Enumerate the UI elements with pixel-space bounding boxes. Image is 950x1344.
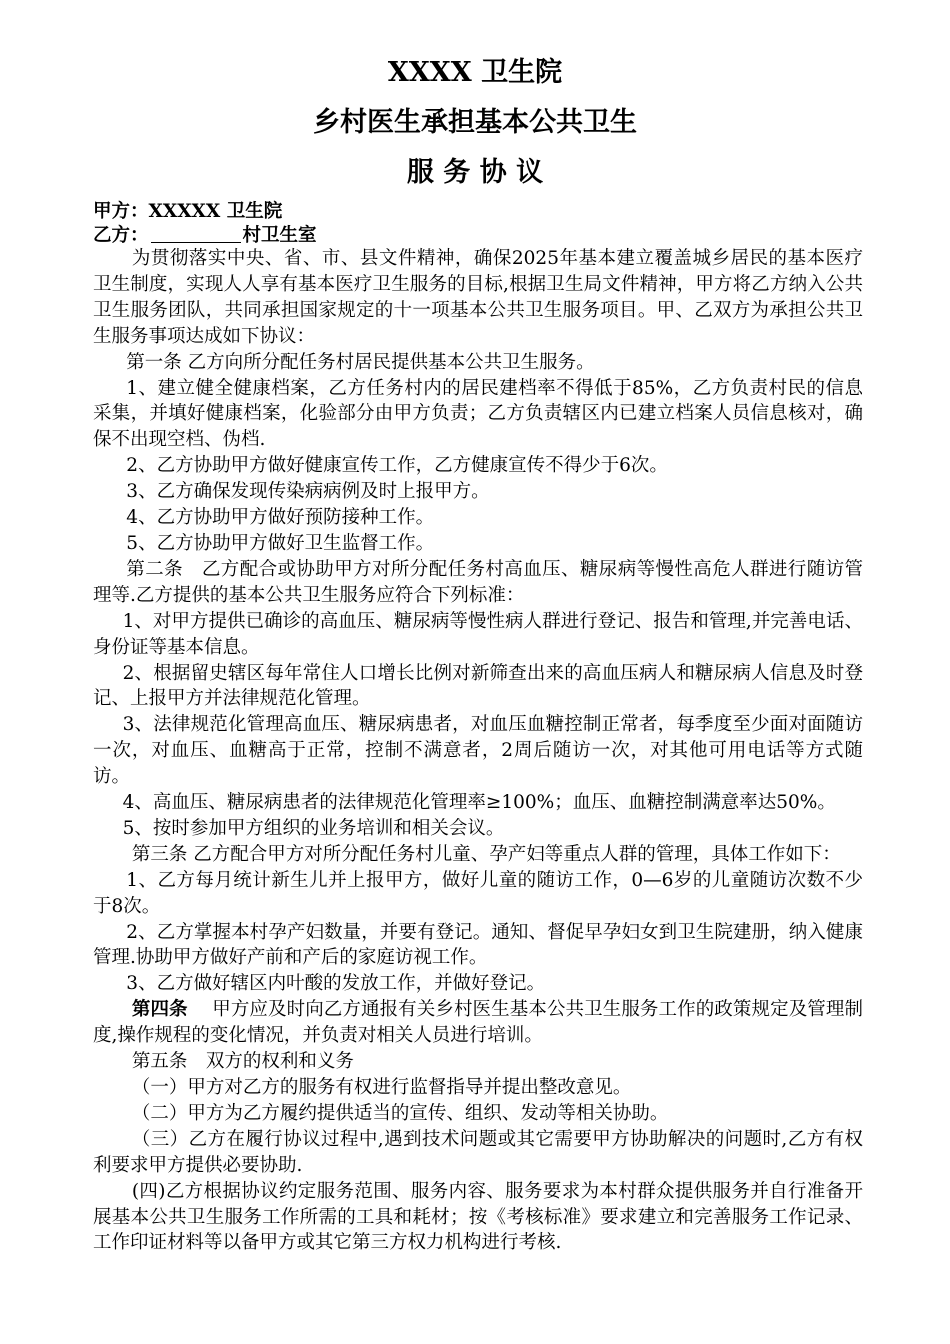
party-b-line [93, 224, 317, 248]
doc-title-line-3: 服 务 协 议 [406, 157, 544, 188]
article-3-item-3: 3、乙方做好辖区内叶酸的发放工作，并做好登记。 [126, 973, 546, 995]
article-2-item-3: 3、法律规范化管理高血压、糖尿病患者，对血压血糖控制正常者，每季度至少面对面随访一次，对血压、血糖高于正常，控制不满意者，2周后随访一次，对其他可用电话等方式随访。 [93, 714, 863, 788]
doc-title-line-1: XXXX 卫生院 [387, 57, 563, 88]
party-a-line: 甲方：XXXXX 卫生院 [93, 201, 283, 222]
article-5-item-1: （一）甲方对乙方的服务有权进行监督指导并提出整改意见。 [131, 1077, 632, 1098]
doc-title-line-2: 乡村医生承担基本公共卫生 [313, 107, 637, 138]
article-4-label: 第四条 [131, 999, 188, 1021]
article-2-item-1: 1、对甲方提供已确诊的高血压、糖尿病等慢性病人群进行登记、报告和管理,并完善电话、身份证等基本信息。 [93, 610, 863, 658]
article-1-item-5: 5、乙方协助甲方做好卫生监督工作。 [126, 532, 435, 554]
article-2-item-4: 4、高血压、糖尿病患者的法律规范化管理率≥100%；血压、血糖控制满意率达50%。 [122, 792, 836, 814]
article-4-text: 甲方应及时向乙方通报有关乡村医生基本公共卫生服务工作的政策规定及管理制度,操作规程的变化情况，并负责对相关人员进行培训。 [93, 999, 863, 1047]
article-5-item-3: （三）乙方在履行协议过程中,遇到技术问题或其它需要甲方协助解决的问题时,乙方有权利要求甲方提供必要协助. [93, 1128, 863, 1176]
party-b-blank [151, 224, 241, 243]
article-1-item-4: 4、乙方协助甲方做好预防接种工作。 [126, 507, 435, 529]
article-5-item-2: （二）甲方为乙方履约提供适当的宣传、组织、发动等相关协助。 [131, 1102, 669, 1124]
article-1-item-1: 1、建立健全健康档案，乙方任务村内的居民建档率不得低于85%，乙方负责村民的信息采集，并填好健康档案，化验部分由甲方负责；乙方负责辖区内已建立档案人员信息核对，确保不出现空档、伪档. [93, 377, 863, 451]
article-2-item-2: 2、根据留史辖区每年常住人口增长比例对新筛查出来的高血压病人和糖尿病人信息及时登记、上报甲方并法律规范化管理。 [93, 662, 863, 710]
article-5-item-4: (四)乙方根据协议约定服务范围、服务内容、服务要求为本村群众提供服务并自行准备开展基本公共卫生服务工作所需的工具和耗材；按《考核标准》要求建立和完善服务工作记录、工作印证材料等以备甲方或其它第三方权力机构进行考核. [93, 1180, 863, 1254]
article-3-item-1: 1、乙方每月统计新生儿并上报甲方，做好儿童的随访工作，0—6岁的儿童随访次数不少于8次。 [93, 869, 863, 917]
article-4-paragraph [93, 997, 863, 1049]
article-1-heading: 第一条 乙方向所分配任务村居民提供基本公共卫生服务。 [126, 351, 595, 373]
intro-paragraph: 为贯彻落实中央、省、市、县文件精神，确保2025年基本建立覆盖城乡居民的基本医疗卫生制度，实现人人享有基本医疗卫生服务的目标,根据卫生局文件精神，甲方将乙方纳入公共卫生服务团队，共同承担国家规定的十一项基本公共卫生服务项目。甲、乙双方为承担公共卫生服务事项达成如下协议： [93, 248, 863, 347]
article-1-item-3: 3、乙方确保发现传染病病例及时上报甲方。 [126, 481, 490, 503]
agreement-body [93, 246, 863, 1256]
article-2-item-5: 5、按时参加甲方组织的业务培训和相关会议。 [122, 817, 505, 839]
party-b-prefix: 乙方： [93, 225, 149, 246]
article-5-heading: 第五条 双方的权利和义务 [131, 1051, 354, 1073]
article-3-heading: 第三条 乙方配合甲方对所分配任务村儿童、孕产妇等重点人群的管理，具体工作如下： [131, 843, 841, 865]
party-b-suffix: 村卫生室 [242, 225, 317, 246]
article-2-heading: 第二条 乙方配合或协助甲方对所分配任务村高血压、糖尿病等慢性高危人群进行随访管理等.乙方提供的基本公共卫生服务应符合下列标准： [93, 558, 863, 606]
article-1-item-2: 2、乙方协助甲方做好健康宣传工作，乙方健康宣传不得少于6次。 [126, 455, 668, 477]
article-3-item-2: 2、乙方掌握本村孕产妇数量，并要有登记。通知、督促早孕妇女到卫生院建册，纳入健康管理.协助甲方做好产前和产后的家庭访视工作。 [93, 921, 863, 969]
